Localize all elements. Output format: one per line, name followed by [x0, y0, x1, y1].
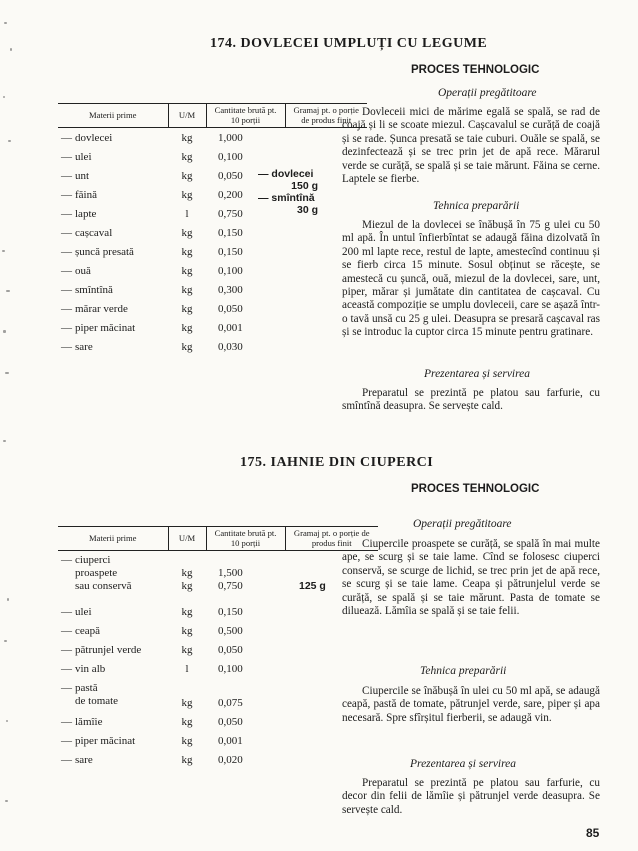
ingredient-um: kg [181, 753, 193, 766]
ingredient-um: kg [181, 715, 193, 728]
col-cantitate: Cantitate brută pt. 10 porții [206, 104, 285, 128]
gramaj-value: 30 g [296, 204, 318, 216]
ingredient-um: kg [181, 567, 193, 579]
ingredient-name: făină [75, 188, 97, 201]
table-row: — șuncă presată kg 0,150 [58, 242, 367, 261]
ingredient-qty: 0,050 [218, 643, 243, 656]
operatii-title-175: Operații pregătitoare [413, 518, 512, 530]
ingredient-um: kg [181, 734, 193, 747]
table-row: — sare kg 0,020 [58, 750, 378, 769]
ingredient-name: pastă [75, 682, 98, 694]
scan-speck [3, 96, 5, 98]
ingredient-qty: 0,100 [218, 264, 243, 277]
gramaj-value: 125 g [299, 580, 326, 592]
table-row: — sare kg 0,030 [58, 337, 367, 356]
ingredient-name: ulei [75, 150, 92, 163]
ingredient-name: de tomate [75, 695, 119, 707]
ingredient-qty: 0,150 [218, 245, 243, 258]
ingredient-um: kg [181, 580, 193, 592]
table-row: — piper măcinat kg 0,001 [58, 731, 378, 750]
ingredient-name: vin alb [75, 662, 106, 675]
table-row: — ulei kg 0,100 [58, 147, 367, 166]
scan-speck [4, 640, 7, 642]
ingredient-name: lămîie [75, 715, 103, 728]
ingredient-qty: 0,075 [218, 696, 243, 709]
ingredient-qty: 0,200 [218, 188, 243, 201]
ingredient-qty: 0,500 [218, 624, 243, 637]
ingredient-name: ouă [75, 264, 91, 277]
scan-speck [8, 140, 11, 142]
table-row: — pătrunjel verde kg 0,050 [58, 640, 378, 659]
ingredient-name: lapte [75, 207, 97, 220]
gramaj-name: — smîntînă [258, 192, 315, 204]
ingredient-qty: 0,020 [218, 753, 243, 766]
table-row: — vin alb l 0,100 [58, 659, 378, 678]
proces-tehnologic-heading: PROCES TEHNOLOGIC [411, 64, 540, 76]
ingredient-name: sare [75, 340, 93, 353]
prezentare-text-175: Preparatul se prezintă pe platou sau farfurie, cu decor din felii de lămîie și pătrunjel verde deasupra. Se servește cald. [342, 777, 600, 816]
ingredient-name: dovlecei [75, 131, 113, 144]
table-row: — dovlecei kg 1,000 [58, 128, 367, 148]
ingredient-qty: 0,150 [218, 226, 243, 239]
table-row: — lămîie kg 0,050 [58, 712, 378, 731]
tehnica-title-174: Tehnica preparării [433, 200, 520, 212]
ingredient-qty: 0,750 [218, 580, 243, 592]
ingredient-name: proaspete [75, 567, 118, 579]
scan-speck [5, 800, 8, 802]
ingredient-um: kg [181, 131, 193, 144]
ingredient-um: kg [181, 696, 193, 709]
ingredient-name: mărar verde [75, 302, 128, 315]
ingredient-qty: 1,500 [218, 567, 243, 579]
col-um: U/M [168, 104, 206, 128]
recipe-174-title: 174. DOVLECEI UMPLUȚI CU LEGUME [210, 36, 488, 51]
ingredient-name: sare [75, 753, 93, 766]
tehnica-text-175: Ciupercile se înăbușă în ulei cu 50 ml apă, se adaugă ceapă, pastă de tomate, pătrunjel verde, sare, piper și apa necesară. Spre sfîrșitul fierberii, se adaugă vin. [342, 685, 600, 724]
ingredient-qty: 0,030 [218, 340, 243, 353]
table-row: — pastă de tomate kg 0,075 [58, 678, 378, 712]
prezentare-title-175: Prezentarea și servirea [410, 758, 517, 770]
col-cantitate: Cantitate brută pt. 10 porții [206, 527, 285, 551]
ingredient-um: l [185, 662, 189, 675]
scan-speck [6, 720, 8, 722]
ingredient-qty: 0,150 [218, 605, 243, 618]
table-row: — smîntînă kg 0,300 [58, 280, 367, 299]
ingredient-um: kg [181, 283, 193, 296]
tehnica-title-175: Tehnica preparării [420, 665, 507, 677]
operatii-title-174: Operații pregătitoare [438, 87, 537, 99]
ingredient-um: l [185, 207, 189, 220]
table-row: — piper măcinat kg 0,001 [58, 318, 367, 337]
ingredient-qty: 0,300 [218, 283, 243, 296]
ingredient-qty: 0,001 [218, 321, 243, 334]
ingredient-qty: 0,001 [218, 734, 243, 747]
col-materii-prime: Materii prime [58, 527, 168, 551]
page-number: 85 [586, 826, 600, 840]
scan-speck [4, 22, 7, 24]
ingredient-qty: 0,050 [218, 302, 243, 315]
table-row: — unt kg 0,050 [58, 166, 367, 185]
gramaj-name: — dovlecei [258, 168, 314, 180]
ingredient-um: kg [181, 624, 193, 637]
col-gramaj: Gramaj pt. o porție de produs finit [285, 104, 367, 128]
table-row: — mărar verde kg 0,050 [58, 299, 367, 318]
scan-speck [6, 290, 10, 292]
col-um: U/M [168, 527, 206, 551]
scan-speck [10, 48, 12, 51]
table-row: — ouă kg 0,100 [58, 261, 367, 280]
ingredient-qty: 0,050 [218, 169, 243, 182]
ingredient-qty: 0,100 [218, 662, 243, 675]
ingredient-name: cașcaval [75, 226, 113, 239]
ingredients-table-175 [58, 526, 378, 769]
scan-speck [3, 330, 6, 333]
ingredient-name: pătrunjel verde [75, 643, 142, 656]
ingredient-name: sau conservă [75, 580, 132, 592]
prezentare-text-174: Preparatul se prezintă pe platou sau farfurie, cu smîntînă deasupra. Se servește cald. [342, 387, 600, 413]
ingredients-table-174 [58, 103, 367, 356]
recipe-175-title: 175. IAHNIE DIN CIUPERCI [240, 455, 434, 470]
scan-speck [2, 250, 5, 252]
ingredient-um: kg [181, 605, 193, 618]
ingredient-um: kg [181, 150, 193, 163]
ingredient-um: kg [181, 169, 193, 182]
scan-speck [7, 598, 9, 601]
col-materii-prime: Materii prime [58, 104, 168, 128]
col-gramaj: Gramaj pt. o porție de produs finit [285, 527, 378, 551]
table-row: — lapte l 0,750 [58, 204, 367, 223]
table-row: — făină kg 0,200 [58, 185, 367, 204]
ingredient-um: kg [181, 340, 193, 353]
ingredient-name: smîntînă [75, 283, 113, 296]
table-row: — ceapă kg 0,500 [58, 621, 378, 640]
tehnica-text-174: Miezul de la dovlecei se înăbușă în 75 g ulei cu 50 ml apă. În untul înfierbîntat se adaugă făina dizolvată în 200 ml lapte rece, restul de lapte, amestecînd continuu și se fierb circa 15 minute. Sosul obținut se răcește, se amestecă cu șuncă, ouă, miezul de la dovlecei, sare, unt, piper, mărar și jumătate din cantitatea de cașcaval. Cu această compoziție se umplu dovleceii, care se așază într-o tavă unsă cu 25 g ulei. Deasupra se presară cașcaval ras și se introduc la cuptor circa 15 minute pentru gratinare. [342, 219, 600, 339]
ingredient-um: kg [181, 643, 193, 656]
gramaj-value: 150 g [291, 180, 318, 192]
prezentare-title-174: Prezentarea și servirea [424, 368, 531, 380]
ingredient-name: șuncă presată [75, 245, 134, 258]
ingredient-name: piper măcinat [75, 321, 136, 334]
operatii-text-175: Ciupercile proaspete se curăță, se spală în mai multe ape, se scurg și se taie lame. Cînd se folosesc ciuperci conservă, se scurge de lichid, se trec prin jet de apă rece, se scurg și se taie lame. Ceapa și pătrunjelul verde se curăță, se spală și se taie mărunt. Pasta de tomate se diluează. Lămîia se spală și se taie felii. [342, 538, 600, 618]
table-row: — ulei kg 0,150 [58, 602, 378, 621]
ingredient-qty: 0,750 [218, 207, 243, 220]
scan-speck [3, 440, 6, 442]
ingredient-name: ciuperci [75, 554, 111, 566]
proces-tehnologic-heading: PROCES TEHNOLOGIC [411, 483, 540, 495]
table-row: — ciuperci proaspete sau conservă kg kg 1,500 0,750 125 g [58, 551, 378, 603]
ingredient-um: kg [181, 302, 193, 315]
ingredient-qty: 0,050 [218, 715, 243, 728]
operatii-text-174: Dovleceii mici de mărime egală se spală, se rad de coajă și li se scoate miezul. Cașcavalul se curăță de coajă și se rade. Șunca presată se taie cuburi. Ouăle se spală, se dezinfectează și se trec prin jet de apă rece. Mărarul verde se curăță, se spală și se taie mărunt. Făina se cerne. Laptele se fierbe. [342, 106, 600, 186]
ingredient-um: kg [181, 245, 193, 258]
scan-speck [5, 372, 9, 374]
gramaj-box-174 [258, 168, 318, 216]
ingredient-um: kg [181, 226, 193, 239]
ingredient-um: kg [181, 188, 193, 201]
ingredient-um: kg [181, 321, 193, 334]
ingredient-name: ceapă [75, 624, 101, 637]
ingredient-qty: 0,100 [218, 150, 243, 163]
table-row: — cașcaval kg 0,150 [58, 223, 367, 242]
ingredient-qty: 1,000 [218, 131, 243, 144]
ingredient-name: piper măcinat [75, 734, 136, 747]
ingredient-name: unt [75, 169, 90, 182]
ingredient-name: ulei [75, 605, 92, 618]
ingredient-um: kg [181, 264, 193, 277]
